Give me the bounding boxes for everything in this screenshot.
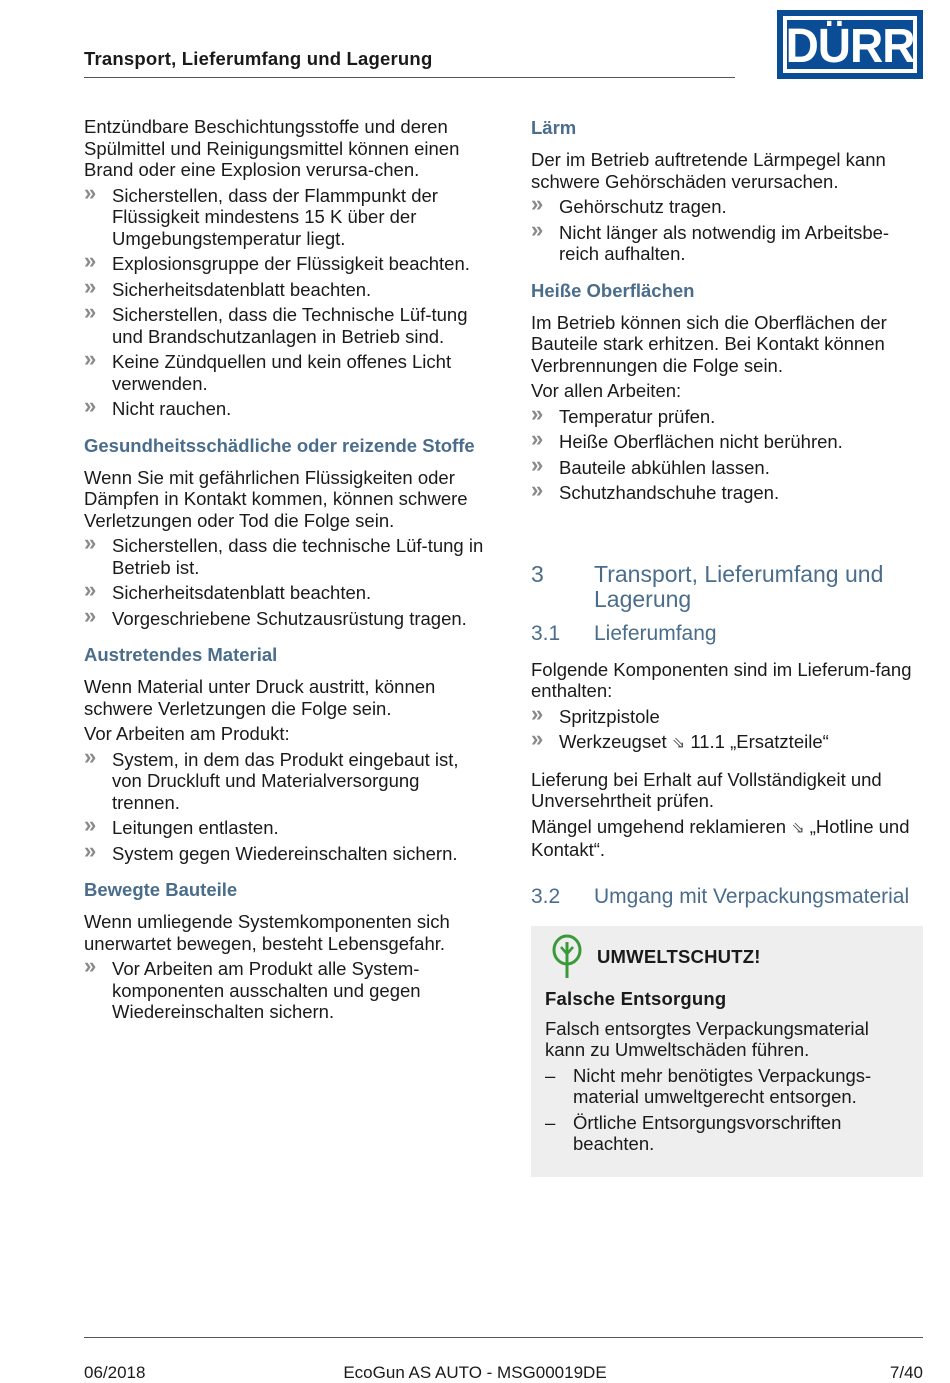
- noise-heading: Lärm: [531, 117, 577, 138]
- scope-bullets: [531, 700, 923, 755]
- section-number: 3.2: [531, 884, 561, 908]
- environment-text: Falsch entsorgtes Verpackungsmaterial kann zu Umweltschäden führen.: [545, 1017, 869, 1060]
- list-item: [84, 248, 484, 275]
- footer-date: 06/2018: [84, 1363, 146, 1382]
- list-item: [531, 451, 923, 479]
- bullet-mark: »: [531, 477, 543, 502]
- footer-rule: [84, 1337, 923, 1338]
- duerr-logo: [777, 10, 923, 79]
- list-item: [84, 530, 484, 578]
- bullet-mark: »: [84, 577, 96, 602]
- right-column: [531, 116, 923, 1177]
- cross-reference-icon: ⇘: [791, 819, 805, 837]
- environment-label: UMWELTSCHUTZ!: [597, 945, 761, 967]
- left-column: [84, 116, 484, 1027]
- complaint-text: [531, 816, 923, 861]
- chapter-number: 3: [531, 560, 544, 587]
- bullet-mark: »: [531, 726, 543, 751]
- cross-reference-link[interactable]: „Hotline und Kontakt“.: [531, 815, 910, 860]
- bullet-mark: »: [84, 179, 96, 205]
- list-item-text: Nicht rauchen.: [112, 398, 232, 419]
- cross-reference-icon: ⇘: [671, 735, 686, 752]
- moving-bullets: [84, 953, 484, 1023]
- hot-text-2: Vor allen Arbeiten:: [531, 380, 682, 401]
- list-item-text: Örtliche Entsorgungsvorschriften beachten.: [573, 1111, 842, 1154]
- list-item: [545, 1065, 909, 1108]
- list-item: [545, 1112, 909, 1155]
- health-heading: Gesundheitsschädliche oder reizende Stoffe: [84, 434, 475, 456]
- list-item-text: Schutzhandschuhe tragen.: [559, 482, 780, 503]
- flammable-intro: Entzündbare Beschichtungsstoffe und deren Spülmittel und Reinigungsmittel können einen Brand oder eine Explosion verursa-chen.: [84, 116, 460, 180]
- logo-text: DÜRR: [785, 17, 915, 72]
- list-item: [531, 726, 923, 755]
- list-item: [84, 837, 484, 865]
- flammable-bullets: [84, 179, 484, 420]
- section-number: 3.1: [531, 621, 561, 645]
- list-item-text: Sicherstellen, dass die Technische Lüf-tung und Brandschutzanlagen in Betrieb sind.: [112, 304, 468, 347]
- list-item-text: System gegen Wiedereinschalten sichern.: [112, 842, 458, 864]
- list-item-text: Gehörschutz tragen.: [559, 196, 727, 217]
- section-title: Umgang mit Verpackungsmaterial: [594, 884, 910, 908]
- section-title: Lieferumfang: [594, 621, 717, 645]
- environment-notice-header: [545, 934, 909, 980]
- health-bullets: [84, 530, 484, 629]
- scope-text: Folgende Komponenten sind im Lieferum-fang enthalten:: [531, 658, 912, 701]
- bullet-mark: »: [531, 400, 543, 426]
- list-item-text: Sicherstellen, dass der Flammpunkt der Flüssigkeit mindestens 15 K über der Umgebungstemperatur liegt.: [112, 184, 438, 249]
- noise-bullets: [531, 191, 923, 265]
- list-item-text: Leitungen entlasten.: [112, 817, 279, 838]
- list-item-text: Keine Zündquellen und kein offenes Licht verwenden.: [112, 351, 452, 394]
- list-item-text: Vorgeschriebene Schutzausrüstung tragen.: [112, 607, 467, 629]
- bullet-mark: »: [84, 248, 96, 273]
- environment-notice: [531, 926, 923, 1177]
- tree-icon: [551, 934, 583, 980]
- bullet-mark: »: [84, 393, 96, 418]
- moving-heading: Bewegte Bauteile: [84, 879, 238, 900]
- bullet-mark: »: [84, 530, 96, 555]
- material-bullets: [84, 743, 484, 865]
- list-item-text: Heiße Oberflächen nicht berühren.: [559, 431, 843, 452]
- delivery-check-text: Lieferung bei Erhalt auf Vollständigkeit und Unversehrtheit prüfen.: [531, 768, 882, 811]
- bullet-mark: »: [531, 216, 543, 242]
- bullet-mark: »: [84, 299, 96, 324]
- list-item: [531, 477, 923, 504]
- list-item-text: Sicherheitsdatenblatt beachten.: [112, 582, 372, 603]
- list-item-text: Explosionsgruppe der Flüssigkeit beachten.: [112, 253, 470, 274]
- list-item: [531, 400, 923, 428]
- list-item: [84, 812, 484, 839]
- list-item: [84, 577, 484, 604]
- section-3-2-heading: [531, 885, 923, 908]
- list-item: [531, 216, 923, 265]
- cross-reference-link[interactable]: 11.1 „Ersatzteile“: [690, 731, 829, 752]
- chapter-heading: [531, 562, 923, 612]
- list-item: [84, 299, 484, 347]
- list-item: [84, 743, 484, 814]
- list-item-text: Sicherstellen, dass die technische Lüf-tung in Betrieb ist.: [112, 535, 484, 578]
- list-item: [531, 700, 923, 728]
- list-item: [84, 273, 484, 301]
- list-item: [84, 953, 484, 1023]
- header-rule: [84, 77, 735, 78]
- hot-heading: Heiße Oberflächen: [531, 279, 695, 301]
- list-item: [531, 426, 923, 453]
- footer-page-number: 7/40: [889, 1363, 923, 1382]
- list-item: [84, 346, 484, 394]
- bullet-mark: »: [84, 273, 96, 299]
- logo-frame: [783, 16, 917, 73]
- hot-bullets: [531, 400, 923, 504]
- bullet-mark: »: [84, 346, 96, 371]
- hot-text: Im Betrieb können sich die Oberflächen der Bauteile stark erhitzen. Bei Kontakt können Verbrennungen die Folge sein.: [531, 311, 887, 376]
- list-item-text: System, in dem das Produkt eingebaut ist, von Druckluft und Materialversorgung trennen.: [112, 748, 459, 813]
- list-item-text: Bauteile abkühlen lassen.: [559, 456, 770, 478]
- list-item-text: Temperatur prüfen.: [559, 405, 716, 427]
- chapter-title: Transport, Lieferumfang und Lagerung: [594, 560, 884, 612]
- bullet-mark: »: [84, 812, 96, 837]
- moving-text: Wenn umliegende Systemkomponenten sich unerwartet bewegen, besteht Lebensgefahr.: [84, 911, 450, 954]
- list-item-text: Spritzpistole: [559, 705, 660, 727]
- material-heading: Austretendes Material: [84, 644, 278, 665]
- material-text-2: Vor Arbeiten am Produkt:: [84, 723, 290, 744]
- list-item-text: Vor Arbeiten am Produkt alle System-komponenten ausschalten und gegen Wiedereinschalten sichern.: [112, 958, 421, 1022]
- list-item-text: Werkzeugset: [559, 731, 667, 752]
- list-item-text: Sicherheitsdatenblatt beachten.: [112, 278, 372, 300]
- bullet-mark: »: [531, 426, 543, 451]
- bullet-mark: »: [84, 602, 96, 628]
- bullet-mark: »: [531, 700, 543, 726]
- list-item-text: Nicht länger als notwendig im Arbeitsbe-reich aufhalten.: [559, 221, 890, 264]
- header-title: Transport, Lieferumfang und Lagerung: [84, 48, 433, 69]
- health-text: Wenn Sie mit gefährlichen Flüssigkeiten oder Dämpfen in Kontakt kommen, können schwere Verletzungen oder Tod die Folge sein.: [84, 466, 468, 531]
- material-text: Wenn Material unter Druck austritt, können schwere Verletzungen die Folge sein.: [84, 676, 436, 719]
- bullet-mark: »: [84, 743, 96, 769]
- environment-title: Falsche Entsorgung: [545, 987, 727, 1009]
- bullet-mark: »: [531, 191, 543, 216]
- bullet-mark: »: [531, 451, 543, 477]
- dash-mark: –: [545, 1064, 556, 1086]
- list-item: [84, 393, 484, 420]
- noise-text: Der im Betrieb auftretende Lärmpegel kann schwere Gehörschäden verursachen.: [531, 149, 886, 192]
- dash-mark: –: [545, 1111, 556, 1133]
- list-item-text: Nicht mehr benötigtes Verpackungs-material umweltgerecht entsorgen.: [573, 1064, 872, 1107]
- bullet-mark: »: [84, 837, 96, 863]
- bullet-mark: »: [84, 953, 96, 978]
- section-3-1-heading: [531, 622, 923, 645]
- complaint-text-pre: Mängel umgehend reklamieren: [531, 815, 787, 837]
- environment-list: [545, 1065, 909, 1155]
- list-item: [84, 179, 484, 250]
- list-item: [84, 602, 484, 630]
- list-item: [531, 191, 923, 218]
- footer-document-id: EcoGun AS AUTO - MSG00019DE: [343, 1363, 607, 1382]
